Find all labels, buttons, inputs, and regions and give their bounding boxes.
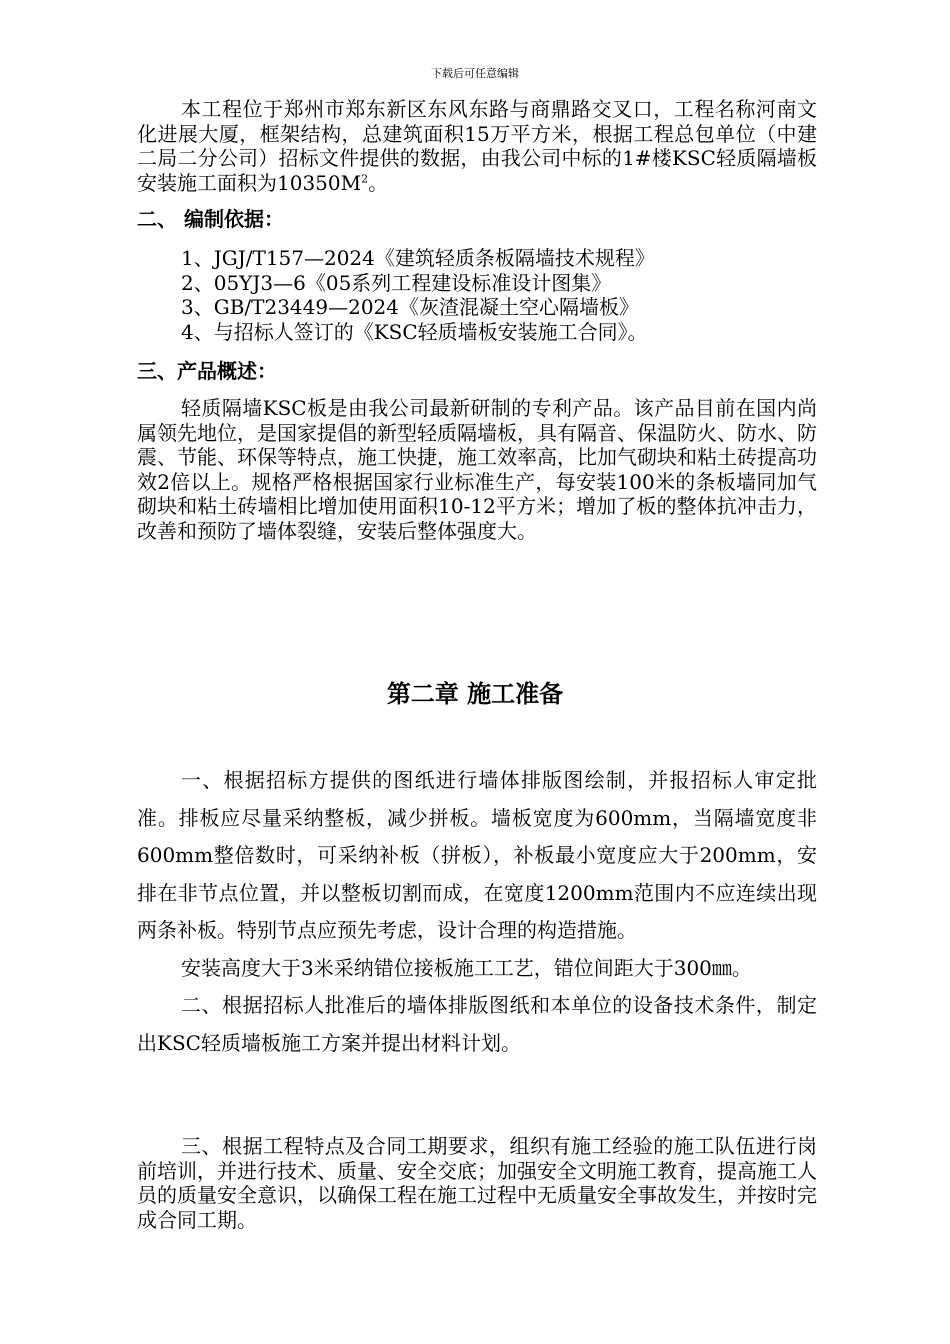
chapter-2-paragraph-2: 安装高度大于3米采纳错位接板施工工艺，错位间距大于300㎜。 xyxy=(181,955,752,980)
chapter-2-body-continued xyxy=(137,1134,817,1232)
reference-list xyxy=(137,246,817,344)
area-unit-superscript: 2 xyxy=(361,171,369,185)
intro-text-end: 。 xyxy=(368,170,389,195)
chapter-2-paragraph-3: 二、根据招标人批准后的墙体排版图纸和本单位的设备技术条件，制定出KSC轻质墙板施工方案并提出材料计划。 xyxy=(137,993,817,1055)
chapter-2-paragraph-4: 三、根据工程特点及合同工期要求，组织有施工经验的施工队伍进行岗前培训，并进行技术、质量、安全交底；加强安全文明施工教育，提高施工人员的质量安全意识，以确保工程在施工过程中无质量安全事故发生，并按时完成合同工期。 xyxy=(137,1134,817,1232)
list-item: 3、GB/T23449—2024《灰渣混凝土空心隔墙板》 xyxy=(181,295,639,319)
chapter-2-paragraph-1: 一、根据招标方提供的图纸进行墙体排版图绘制，并报招标人审定批准。排板应尽量采纳整板，减少拼板。墙板宽度为600mm，当隔墙宽度非600mm整倍数时，可采纳补板（拼板），补板最小宽度应大于200mm，安排在非节点位置，并以整板切割而成，在宽度1200mm范围内不应连续出现两条补板。特别节点应预先考虑，设计合理的构造措施。 xyxy=(137,768,817,942)
chapter-title: 第二章 施工准备 xyxy=(386,680,564,708)
section-3-heading: 三、产品概述： xyxy=(137,359,277,383)
list-item: 2、05YJ3—6《05系列工程建设标准设计图集》 xyxy=(181,270,612,295)
intro-text: 本工程位于郑州市郑东新区东风东路与商鼎路交叉口，工程名称河南文化进展大厦，框架结构，总建筑面积15万平方米，根据工程总包单位（中建二局二分公司）招标文件提供的数据，由我公司中标的1#楼KSC轻质隔墙板安装施工面积为10350M xyxy=(137,97,817,195)
intro-paragraph xyxy=(137,97,817,195)
page-header: 下载后可任意编辑 xyxy=(431,67,519,80)
section-2-heading: 二、 编制依据： xyxy=(137,207,284,231)
product-overview-paragraph: 轻质隔墙KSC板是由我公司最新研制的专利产品。该产品目前在国内尚属领先地位，是国家提倡的新型轻质隔墙板，具有隔音、保温防火、防水、防震、节能、环保等特点，施工快捷，施工效率高，比加气砌块和粘土砖提高功效2倍以上。规格严格根据国家行业标准生产，每安装100米的条板墙同加气砌块和粘土砖墙相比增加使用面积10-12平方米；增加了板的整体抗冲击力，改善和预防了墙体裂缝，安装后整体强度大。 xyxy=(137,396,817,543)
section-3 xyxy=(137,358,817,384)
section-2 xyxy=(137,206,817,232)
chapter-2-body xyxy=(137,762,817,1062)
product-overview xyxy=(137,396,817,543)
list-item: 4、与招标人签订的《KSC轻质墙板安装施工合同》。 xyxy=(181,319,648,344)
list-item: 1、JGJ/T157—2024《建筑轻质条板隔墙技术规程》 xyxy=(181,246,655,270)
intro-section xyxy=(137,97,817,195)
